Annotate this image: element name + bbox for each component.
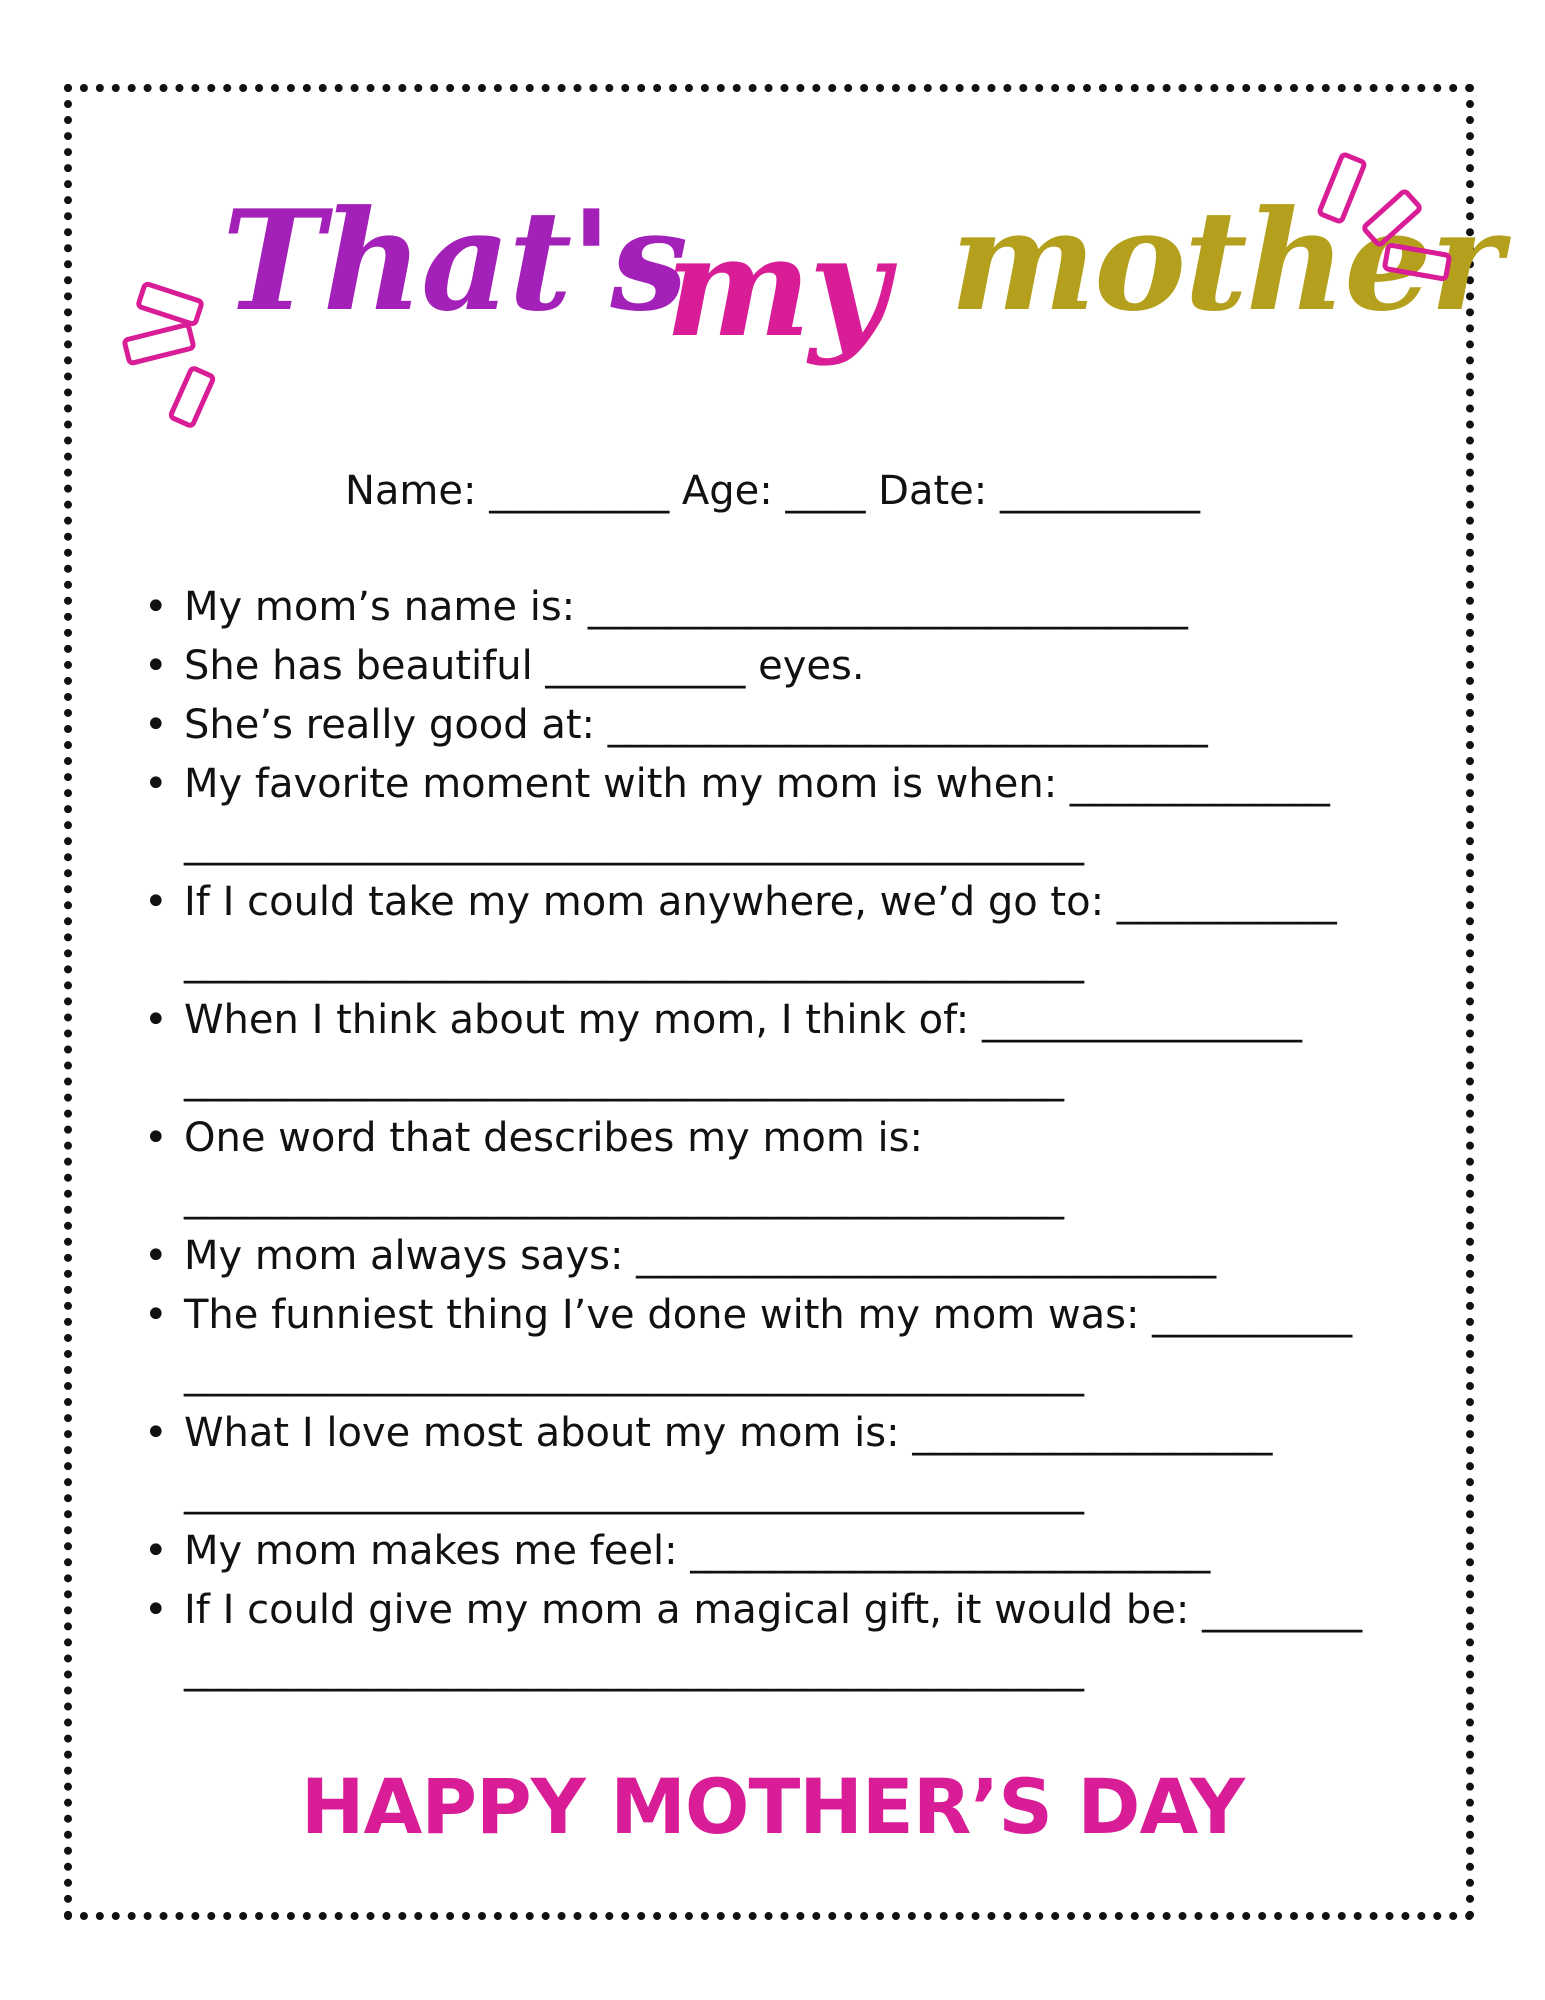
prompt-item[interactable] (140, 637, 1440, 696)
prompt-text: My mom makes me feel: __________________________ (184, 1528, 1211, 1574)
bullet-icon: • (144, 879, 168, 925)
prompt-text: If I could take my mom anywhere, we’d go to: ___________ (184, 879, 1337, 925)
bullet-icon: • (144, 1292, 168, 1338)
answer-blank-line[interactable]: _____________________________________________ (184, 1351, 1084, 1397)
prompt-text: One word that describes my mom is: (184, 1115, 923, 1161)
prompt-text: The funniest thing I’ve done with my mom was: __________ (184, 1292, 1353, 1338)
answer-blank-line[interactable]: _____________________________________________ (184, 1646, 1084, 1692)
prompt-item[interactable] (140, 1227, 1440, 1286)
prompt-item[interactable] (140, 696, 1440, 755)
bullet-icon: • (144, 1410, 168, 1456)
answer-blank-line[interactable]: _____________________________________________ (184, 938, 1084, 984)
prompt-text: If I could give my mom a magical gift, it would be: ________ (184, 1587, 1363, 1633)
prompt-item[interactable] (140, 1581, 1440, 1699)
answer-blank-line[interactable]: ____________________________________________ (184, 1056, 1064, 1102)
left-burst-icon (120, 270, 250, 430)
prompt-text: My favorite moment with my mom is when: _____________ (184, 761, 1330, 807)
bullet-icon: • (144, 761, 168, 807)
bullet-icon: • (144, 1528, 168, 1574)
prompt-item[interactable] (140, 991, 1440, 1109)
prompt-text: When I think about my mom, I think of: ________________ (184, 997, 1302, 1043)
prompt-item[interactable] (140, 1404, 1440, 1522)
answer-blank-line[interactable]: _____________________________________________ (184, 1469, 1084, 1515)
bullet-icon: • (144, 1587, 168, 1633)
bullet-icon: • (144, 643, 168, 689)
prompt-text: What I love most about my mom is: __________________ (184, 1410, 1273, 1456)
prompt-text: She has beautiful __________ eyes. (184, 643, 865, 689)
bullet-icon: • (144, 584, 168, 630)
title-word-my: my (665, 205, 888, 368)
bullet-icon: • (144, 997, 168, 1043)
right-burst-icon (1310, 150, 1450, 300)
prompt-item[interactable] (140, 755, 1440, 873)
answer-blank-line[interactable]: _____________________________________________ (184, 820, 1084, 866)
prompt-item[interactable] (140, 1286, 1440, 1404)
bullet-icon: • (144, 1115, 168, 1161)
title-word-mother: mother (950, 179, 1501, 342)
bullet-icon: • (144, 1233, 168, 1279)
name-age-date-line[interactable]: Name: _________ Age: ____ Date: __________ (345, 468, 1200, 514)
prompt-text: My mom’s name is: ______________________________ (184, 584, 1188, 630)
bullet-icon: • (144, 702, 168, 748)
prompt-item[interactable] (140, 873, 1440, 991)
prompt-item[interactable] (140, 1522, 1440, 1581)
prompt-item[interactable] (140, 1109, 1440, 1227)
answer-blank-line[interactable]: ____________________________________________ (184, 1174, 1064, 1220)
happy-mothers-day-banner: HAPPY MOTHER’S DAY (300, 1762, 1245, 1851)
title-word-thats: That's (222, 179, 687, 342)
prompt-text: My mom always says: _____________________________ (184, 1233, 1217, 1279)
prompt-item[interactable] (140, 578, 1440, 637)
prompt-text: She’s really good at: ______________________________ (184, 702, 1208, 748)
prompt-list (140, 578, 1440, 1699)
